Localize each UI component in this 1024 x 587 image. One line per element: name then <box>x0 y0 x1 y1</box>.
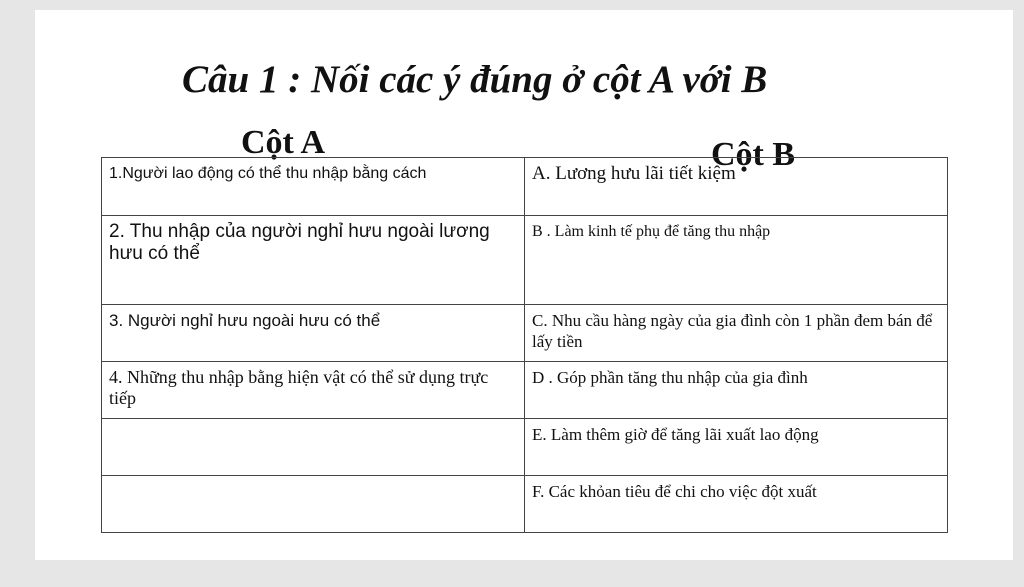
column-a-cell <box>102 476 525 533</box>
question-title: Câu 1 : Nối các ý đúng ở cột A với B <box>182 58 768 101</box>
column-b-cell: B . Làm kinh tế phụ để tăng thu nhập <box>525 216 948 305</box>
column-a-cell <box>102 419 525 476</box>
column-b-heading: Cột B <box>711 136 796 173</box>
table-row <box>102 305 948 362</box>
column-b-cell: C. Nhu cầu hàng ngày của gia đình còn 1 phần đem bán để lấy tiền <box>525 305 948 362</box>
column-a-cell: 4. Những thu nhập bằng hiện vật có thể sử dụng trực tiếp <box>102 362 525 419</box>
table-row <box>102 216 948 305</box>
column-a-heading: Cột A <box>241 124 326 161</box>
column-b-cell: E. Làm thêm giờ để tăng lãi xuất lao động <box>525 419 948 476</box>
column-b-cell: D . Góp phần tăng thu nhập của gia đình <box>525 362 948 419</box>
column-a-cell: 1.Người lao động có thể thu nhập bằng cách <box>102 158 525 216</box>
column-a-cell: 2. Thu nhập của người nghỉ hưu ngoài lương hưu có thể <box>102 216 525 305</box>
table-row <box>102 158 948 216</box>
column-b-cell: F. Các khỏan tiêu để chi cho việc đột xuất <box>525 476 948 533</box>
table-row <box>102 419 948 476</box>
table-row <box>102 476 948 533</box>
column-b-cell: A. Lương hưu lãi tiết kiệm <box>525 158 948 216</box>
table-row <box>102 362 948 419</box>
column-a-cell: 3. Người nghỉ hưu ngoài hưu có thể <box>102 305 525 362</box>
matching-table <box>101 157 948 533</box>
